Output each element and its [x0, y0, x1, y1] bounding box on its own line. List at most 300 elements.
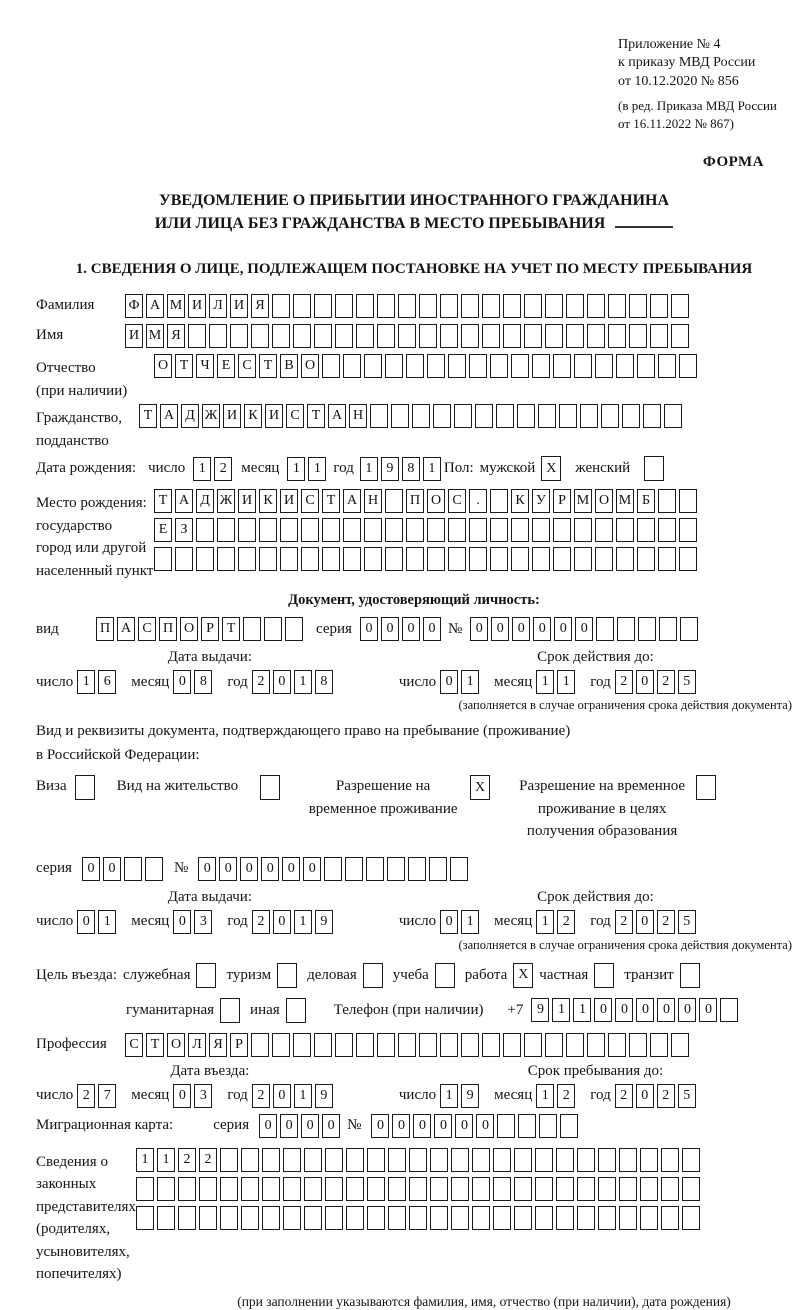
- char-box[interactable]: [577, 1206, 595, 1230]
- char-box[interactable]: [664, 404, 682, 428]
- char-box[interactable]: [366, 857, 384, 881]
- char-box[interactable]: [682, 1148, 700, 1172]
- char-box[interactable]: [629, 324, 647, 348]
- char-box[interactable]: Н: [364, 489, 382, 513]
- char-box[interactable]: С: [125, 1033, 143, 1057]
- char-box[interactable]: [450, 857, 468, 881]
- char-box[interactable]: Т: [307, 404, 325, 428]
- char-box[interactable]: И: [230, 294, 248, 318]
- char-box[interactable]: [241, 1148, 259, 1172]
- char-box[interactable]: [272, 324, 290, 348]
- char-box[interactable]: З: [175, 518, 193, 542]
- char-box[interactable]: [264, 617, 282, 641]
- char-box[interactable]: [619, 1206, 637, 1230]
- char-box[interactable]: [503, 294, 521, 318]
- char-box[interactable]: Р: [201, 617, 219, 641]
- char-box[interactable]: [280, 547, 298, 571]
- identity-valid-day-boxes[interactable]: [440, 670, 482, 694]
- char-box[interactable]: А: [146, 294, 164, 318]
- char-box[interactable]: 0: [198, 857, 216, 881]
- char-box[interactable]: [370, 404, 388, 428]
- char-box[interactable]: [514, 1206, 532, 1230]
- char-box[interactable]: [580, 404, 598, 428]
- char-box[interactable]: [658, 547, 676, 571]
- char-box[interactable]: [524, 294, 542, 318]
- char-box[interactable]: 0: [533, 617, 551, 641]
- char-box[interactable]: 1: [552, 998, 570, 1022]
- mc-number-boxes[interactable]: [371, 1114, 581, 1138]
- sex-female-checkbox[interactable]: [644, 456, 664, 481]
- char-box[interactable]: [566, 294, 584, 318]
- char-box[interactable]: 0: [392, 1114, 410, 1138]
- char-box[interactable]: А: [328, 404, 346, 428]
- char-box[interactable]: 0: [301, 1114, 319, 1138]
- char-box[interactable]: [356, 324, 374, 348]
- char-box[interactable]: [356, 294, 374, 318]
- char-box[interactable]: 2: [199, 1148, 217, 1172]
- char-box[interactable]: 0: [636, 910, 654, 934]
- char-box[interactable]: 2: [615, 1084, 633, 1108]
- char-box[interactable]: [324, 857, 342, 881]
- representatives-boxes-3[interactable]: [136, 1206, 703, 1230]
- char-box[interactable]: К: [511, 489, 529, 513]
- char-box[interactable]: [388, 1177, 406, 1201]
- char-box[interactable]: О: [595, 489, 613, 513]
- visa-checkbox[interactable]: [75, 775, 95, 800]
- char-box[interactable]: [343, 354, 361, 378]
- char-box[interactable]: [532, 354, 550, 378]
- char-box[interactable]: [637, 354, 655, 378]
- char-box[interactable]: 1: [294, 910, 312, 934]
- char-box[interactable]: 9: [531, 998, 549, 1022]
- char-box[interactable]: [679, 518, 697, 542]
- char-box[interactable]: [482, 324, 500, 348]
- char-box[interactable]: [409, 1177, 427, 1201]
- char-box[interactable]: [680, 617, 698, 641]
- char-box[interactable]: [545, 324, 563, 348]
- char-box[interactable]: [314, 324, 332, 348]
- char-box[interactable]: 7: [98, 1084, 116, 1108]
- char-box[interactable]: Д: [196, 489, 214, 513]
- study-checkbox[interactable]: [435, 963, 455, 988]
- char-box[interactable]: [178, 1206, 196, 1230]
- char-box[interactable]: [629, 294, 647, 318]
- char-box[interactable]: [322, 354, 340, 378]
- char-box[interactable]: [262, 1148, 280, 1172]
- char-box[interactable]: [343, 547, 361, 571]
- char-box[interactable]: 0: [173, 670, 191, 694]
- char-box[interactable]: [577, 1177, 595, 1201]
- char-box[interactable]: [385, 518, 403, 542]
- char-box[interactable]: 5: [678, 1084, 696, 1108]
- char-box[interactable]: [199, 1177, 217, 1201]
- stay-issue-day-boxes[interactable]: [77, 910, 119, 934]
- char-box[interactable]: [545, 1033, 563, 1057]
- residence-permit-checkbox[interactable]: [260, 775, 280, 800]
- char-box[interactable]: 0: [273, 1084, 291, 1108]
- temp-residence-checkbox[interactable]: X: [470, 775, 490, 800]
- char-box[interactable]: [385, 547, 403, 571]
- char-box[interactable]: 0: [615, 998, 633, 1022]
- char-box[interactable]: [514, 1177, 532, 1201]
- char-box[interactable]: 2: [77, 1084, 95, 1108]
- char-box[interactable]: 8: [315, 670, 333, 694]
- transit-checkbox[interactable]: [680, 963, 700, 988]
- char-box[interactable]: А: [117, 617, 135, 641]
- char-box[interactable]: [196, 547, 214, 571]
- char-box[interactable]: [412, 404, 430, 428]
- char-box[interactable]: 2: [557, 1084, 575, 1108]
- char-box[interactable]: 2: [178, 1148, 196, 1172]
- char-box[interactable]: [535, 1148, 553, 1172]
- char-box[interactable]: Ж: [217, 489, 235, 513]
- char-box[interactable]: 5: [678, 910, 696, 934]
- representatives-boxes-2[interactable]: [136, 1177, 703, 1201]
- char-box[interactable]: [262, 1206, 280, 1230]
- char-box[interactable]: 1: [440, 1084, 458, 1108]
- citizenship-boxes[interactable]: [139, 404, 685, 428]
- char-box[interactable]: [220, 1148, 238, 1172]
- char-box[interactable]: [440, 324, 458, 348]
- char-box[interactable]: Б: [637, 489, 655, 513]
- char-box[interactable]: У: [532, 489, 550, 513]
- char-box[interactable]: М: [574, 489, 592, 513]
- char-box[interactable]: 0: [219, 857, 237, 881]
- char-box[interactable]: [587, 324, 605, 348]
- char-box[interactable]: [377, 324, 395, 348]
- char-box[interactable]: 0: [282, 857, 300, 881]
- char-box[interactable]: С: [138, 617, 156, 641]
- char-box[interactable]: [157, 1177, 175, 1201]
- char-box[interactable]: [283, 1148, 301, 1172]
- char-box[interactable]: 9: [315, 1084, 333, 1108]
- char-box[interactable]: К: [244, 404, 262, 428]
- identity-issue-year-boxes[interactable]: [252, 670, 336, 694]
- char-box[interactable]: [679, 547, 697, 571]
- sex-male-checkbox[interactable]: X: [541, 456, 561, 481]
- char-box[interactable]: [259, 547, 277, 571]
- char-box[interactable]: [427, 518, 445, 542]
- char-box[interactable]: [461, 1033, 479, 1057]
- char-box[interactable]: [640, 1148, 658, 1172]
- char-box[interactable]: 0: [434, 1114, 452, 1138]
- char-box[interactable]: [497, 1114, 515, 1138]
- char-box[interactable]: [335, 324, 353, 348]
- char-box[interactable]: 1: [308, 457, 326, 481]
- char-box[interactable]: С: [238, 354, 256, 378]
- char-box[interactable]: [535, 1206, 553, 1230]
- char-box[interactable]: [406, 354, 424, 378]
- char-box[interactable]: [595, 547, 613, 571]
- char-box[interactable]: [314, 294, 332, 318]
- char-box[interactable]: 3: [194, 910, 212, 934]
- char-box[interactable]: [475, 404, 493, 428]
- char-box[interactable]: [619, 1148, 637, 1172]
- char-box[interactable]: [493, 1206, 511, 1230]
- char-box[interactable]: 0: [173, 1084, 191, 1108]
- char-box[interactable]: И: [265, 404, 283, 428]
- char-box[interactable]: 0: [273, 910, 291, 934]
- char-box[interactable]: [427, 354, 445, 378]
- birth-day-boxes[interactable]: [193, 457, 235, 481]
- char-box[interactable]: И: [125, 324, 143, 348]
- birth-place-boxes-2[interactable]: [154, 518, 700, 542]
- char-box[interactable]: Л: [188, 1033, 206, 1057]
- stay-number-boxes[interactable]: [198, 857, 471, 881]
- char-box[interactable]: [367, 1148, 385, 1172]
- char-box[interactable]: [514, 1148, 532, 1172]
- char-box[interactable]: Т: [222, 617, 240, 641]
- char-box[interactable]: А: [343, 489, 361, 513]
- char-box[interactable]: 0: [82, 857, 100, 881]
- char-box[interactable]: [301, 547, 319, 571]
- char-box[interactable]: [280, 518, 298, 542]
- char-box[interactable]: П: [406, 489, 424, 513]
- char-box[interactable]: [472, 1148, 490, 1172]
- char-box[interactable]: [658, 518, 676, 542]
- char-box[interactable]: П: [159, 617, 177, 641]
- char-box[interactable]: [322, 547, 340, 571]
- char-box[interactable]: 0: [636, 670, 654, 694]
- char-box[interactable]: [440, 1033, 458, 1057]
- char-box[interactable]: [238, 547, 256, 571]
- char-box[interactable]: 0: [402, 617, 420, 641]
- char-box[interactable]: 1: [193, 457, 211, 481]
- char-box[interactable]: [524, 324, 542, 348]
- char-box[interactable]: 9: [381, 457, 399, 481]
- char-box[interactable]: О: [154, 354, 172, 378]
- char-box[interactable]: 0: [381, 617, 399, 641]
- char-box[interactable]: О: [301, 354, 319, 378]
- char-box[interactable]: [398, 324, 416, 348]
- char-box[interactable]: [304, 1206, 322, 1230]
- char-box[interactable]: [524, 1033, 542, 1057]
- char-box[interactable]: И: [280, 489, 298, 513]
- char-box[interactable]: [574, 354, 592, 378]
- char-box[interactable]: Т: [146, 1033, 164, 1057]
- char-box[interactable]: 0: [103, 857, 121, 881]
- representatives-boxes-1[interactable]: [136, 1148, 703, 1172]
- doc-number-boxes[interactable]: [470, 617, 701, 641]
- char-box[interactable]: [518, 1114, 536, 1138]
- char-box[interactable]: Т: [259, 354, 277, 378]
- stay-issue-year-boxes[interactable]: [252, 910, 336, 934]
- char-box[interactable]: [440, 294, 458, 318]
- char-box[interactable]: 2: [252, 670, 270, 694]
- char-box[interactable]: 0: [280, 1114, 298, 1138]
- char-box[interactable]: [409, 1148, 427, 1172]
- char-box[interactable]: [679, 354, 697, 378]
- char-box[interactable]: [671, 1033, 689, 1057]
- char-box[interactable]: [356, 1033, 374, 1057]
- char-box[interactable]: [199, 1206, 217, 1230]
- char-box[interactable]: [433, 404, 451, 428]
- birth-place-boxes-1[interactable]: [154, 489, 700, 513]
- char-box[interactable]: М: [616, 489, 634, 513]
- char-box[interactable]: [671, 324, 689, 348]
- char-box[interactable]: 1: [461, 670, 479, 694]
- char-box[interactable]: Ч: [196, 354, 214, 378]
- char-box[interactable]: 9: [315, 910, 333, 934]
- char-box[interactable]: [608, 1033, 626, 1057]
- char-box[interactable]: [503, 1033, 521, 1057]
- char-box[interactable]: 0: [575, 617, 593, 641]
- char-box[interactable]: [553, 354, 571, 378]
- char-box[interactable]: [493, 1148, 511, 1172]
- char-box[interactable]: 8: [402, 457, 420, 481]
- char-box[interactable]: 1: [557, 670, 575, 694]
- char-box[interactable]: 8: [194, 670, 212, 694]
- char-box[interactable]: [175, 547, 193, 571]
- char-box[interactable]: [638, 617, 656, 641]
- char-box[interactable]: 1: [536, 670, 554, 694]
- char-box[interactable]: [220, 1206, 238, 1230]
- char-box[interactable]: [619, 1177, 637, 1201]
- char-box[interactable]: [598, 1148, 616, 1172]
- char-box[interactable]: [720, 998, 738, 1022]
- char-box[interactable]: 0: [455, 1114, 473, 1138]
- char-box[interactable]: [429, 857, 447, 881]
- char-box[interactable]: [469, 547, 487, 571]
- char-box[interactable]: 0: [77, 910, 95, 934]
- char-box[interactable]: [595, 518, 613, 542]
- char-box[interactable]: 1: [136, 1148, 154, 1172]
- char-box[interactable]: [325, 1148, 343, 1172]
- char-box[interactable]: 1: [287, 457, 305, 481]
- char-box[interactable]: .: [469, 489, 487, 513]
- char-box[interactable]: 1: [294, 670, 312, 694]
- private-checkbox[interactable]: [594, 963, 614, 988]
- char-box[interactable]: 9: [461, 1084, 479, 1108]
- char-box[interactable]: 3: [194, 1084, 212, 1108]
- char-box[interactable]: 0: [678, 998, 696, 1022]
- char-box[interactable]: 2: [657, 910, 675, 934]
- char-box[interactable]: 0: [657, 998, 675, 1022]
- char-box[interactable]: [469, 354, 487, 378]
- char-box[interactable]: [490, 489, 508, 513]
- char-box[interactable]: 2: [252, 1084, 270, 1108]
- char-box[interactable]: В: [280, 354, 298, 378]
- stay-issue-month-boxes[interactable]: [173, 910, 215, 934]
- char-box[interactable]: [209, 324, 227, 348]
- char-box[interactable]: Л: [209, 294, 227, 318]
- phone-boxes[interactable]: [531, 998, 741, 1022]
- char-box[interactable]: [587, 1033, 605, 1057]
- char-box[interactable]: Е: [154, 518, 172, 542]
- char-box[interactable]: [293, 1033, 311, 1057]
- char-box[interactable]: [364, 354, 382, 378]
- char-box[interactable]: [241, 1177, 259, 1201]
- char-box[interactable]: [574, 547, 592, 571]
- char-box[interactable]: [196, 518, 214, 542]
- char-box[interactable]: [539, 1114, 557, 1138]
- char-box[interactable]: [511, 518, 529, 542]
- char-box[interactable]: [283, 1206, 301, 1230]
- char-box[interactable]: [469, 518, 487, 542]
- char-box[interactable]: С: [448, 489, 466, 513]
- char-box[interactable]: [325, 1177, 343, 1201]
- other-checkbox[interactable]: [286, 998, 306, 1023]
- identity-valid-month-boxes[interactable]: [536, 670, 578, 694]
- char-box[interactable]: [598, 1206, 616, 1230]
- commercial-checkbox[interactable]: [363, 963, 383, 988]
- char-box[interactable]: [387, 857, 405, 881]
- char-box[interactable]: [367, 1206, 385, 1230]
- char-box[interactable]: [650, 324, 668, 348]
- char-box[interactable]: [671, 294, 689, 318]
- birth-place-boxes-3[interactable]: [154, 547, 700, 571]
- char-box[interactable]: О: [167, 1033, 185, 1057]
- char-box[interactable]: 1: [461, 910, 479, 934]
- char-box[interactable]: 1: [294, 1084, 312, 1108]
- char-box[interactable]: [608, 294, 626, 318]
- char-box[interactable]: [461, 294, 479, 318]
- char-box[interactable]: [616, 518, 634, 542]
- char-box[interactable]: Ф: [125, 294, 143, 318]
- char-box[interactable]: [535, 1177, 553, 1201]
- char-box[interactable]: [346, 1206, 364, 1230]
- char-box[interactable]: [556, 1148, 574, 1172]
- char-box[interactable]: [259, 518, 277, 542]
- identity-issue-month-boxes[interactable]: [173, 670, 215, 694]
- char-box[interactable]: 0: [360, 617, 378, 641]
- char-box[interactable]: [659, 617, 677, 641]
- char-box[interactable]: [145, 857, 163, 881]
- char-box[interactable]: [556, 1206, 574, 1230]
- char-box[interactable]: Ж: [202, 404, 220, 428]
- char-box[interactable]: [454, 404, 472, 428]
- char-box[interactable]: [241, 1206, 259, 1230]
- char-box[interactable]: [391, 404, 409, 428]
- identity-valid-year-boxes[interactable]: [615, 670, 699, 694]
- char-box[interactable]: [430, 1148, 448, 1172]
- char-box[interactable]: [283, 1177, 301, 1201]
- char-box[interactable]: 1: [573, 998, 591, 1022]
- char-box[interactable]: [285, 617, 303, 641]
- char-box[interactable]: 1: [157, 1148, 175, 1172]
- char-box[interactable]: 1: [98, 910, 116, 934]
- char-box[interactable]: 1: [536, 910, 554, 934]
- char-box[interactable]: 2: [615, 670, 633, 694]
- char-box[interactable]: [325, 1206, 343, 1230]
- char-box[interactable]: Т: [139, 404, 157, 428]
- char-box[interactable]: 0: [470, 617, 488, 641]
- char-box[interactable]: [136, 1177, 154, 1201]
- char-box[interactable]: И: [223, 404, 241, 428]
- profession-boxes[interactable]: [125, 1033, 692, 1057]
- char-box[interactable]: [643, 404, 661, 428]
- char-box[interactable]: И: [238, 489, 256, 513]
- char-box[interactable]: [503, 324, 521, 348]
- char-box[interactable]: [629, 1033, 647, 1057]
- char-box[interactable]: 0: [636, 998, 654, 1022]
- char-box[interactable]: [538, 404, 556, 428]
- char-box[interactable]: [388, 1148, 406, 1172]
- char-box[interactable]: Н: [349, 404, 367, 428]
- char-box[interactable]: [559, 404, 577, 428]
- char-box[interactable]: [322, 518, 340, 542]
- char-box[interactable]: [574, 518, 592, 542]
- char-box[interactable]: [314, 1033, 332, 1057]
- char-box[interactable]: [679, 489, 697, 513]
- char-box[interactable]: [304, 1148, 322, 1172]
- char-box[interactable]: [482, 1033, 500, 1057]
- char-box[interactable]: [608, 324, 626, 348]
- patronymic-boxes[interactable]: [154, 354, 700, 378]
- surname-boxes[interactable]: [125, 294, 692, 318]
- char-box[interactable]: [385, 489, 403, 513]
- char-box[interactable]: [490, 518, 508, 542]
